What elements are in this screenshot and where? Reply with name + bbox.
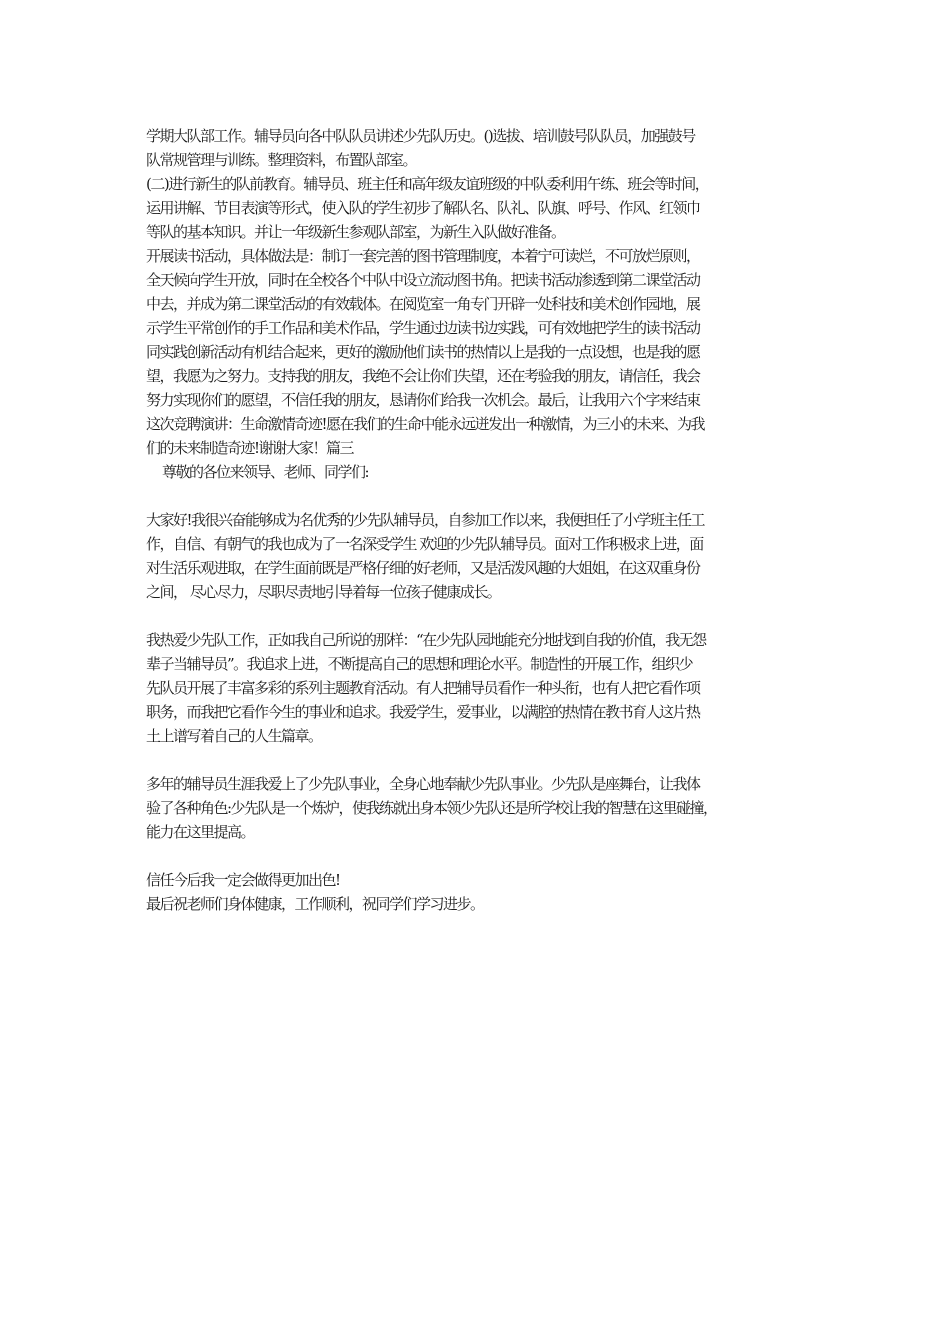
text-line: 大家好!我很兴奋能够成为名优秀的少先队辅导员，自参加工作以来，我便担任了小学班主任工 [146, 511, 705, 529]
text-line: 我热爱少先队工作，正如我自己所说的那样：“在少先队园地能充分地找到自我的价值，我无怨 [146, 631, 706, 649]
text-line: 中去，并成为第二课堂活动的有效载体。在阅览室一角专门开辟一处科技和美术创作园地，展 [146, 295, 700, 313]
paragraph-2 [146, 628, 818, 748]
text-line: 作，自信、有朝气的我也成为了一名深受学生 欢迎的少先队辅导员。面对工作积极求上进，面 [146, 535, 703, 553]
text-line: 最后祝老师们身体健康，工作顺利，祝同学们学习进步。 [146, 895, 484, 913]
text-line: 全天候向学生开放，同时在全校各个中队中设立流动图书角。把读书活动渗透到第二课堂活动 [146, 271, 700, 289]
paragraph-4 [146, 868, 818, 916]
text-line: 运用讲解、节目表演等形式，使入队的学生初步了解队名、队礼、队旗、呼号、作风、红领巾 [146, 199, 700, 217]
text-line: 先队员开展了丰富多彩的系列主题教育活动。有人把辅导员看作一种头衔，也有人把它看作项 [146, 679, 700, 697]
text-line: 之间， 尽心尽力，尽职尽责地引导着每一位孩子健康成长。 [146, 583, 501, 601]
text-line: 等队的基本知识。并让一年级新生参观队部室，为新生入队做好准备。 [146, 223, 565, 241]
text-line: 这次竞聘演讲：生命激情奇迹!愿在我们的生命中能永远迸发出一种激情，为三小的未来、为我 [146, 415, 705, 433]
paragraph-spacer [146, 484, 818, 508]
salutation: 尊敬的各位来领导、老师、同学们: [162, 463, 369, 481]
text-line: 队常规管理与训练。整理资料，布置队部室。 [146, 151, 417, 169]
text-line: 验了各种角色:少先队是一个炼炉，使我练就出身本领少先队还是所学校让我的智慧在这里碰撞， [146, 799, 717, 817]
text-line: 能力在这里提高。 [146, 823, 255, 841]
text-line: 望，我愿为之努力。支持我的朋友，我绝不会让你们失望，还在考验我的朋友，请信任，我会 [146, 367, 700, 385]
paragraph-spacer [146, 748, 818, 772]
text-line: 学期大队部工作。辅导员向各中队队员讲述少先队历史。()选拔、培训鼓号队队员，加强鼓号 [146, 127, 695, 145]
text-line: (二)进行新生的队前教育。辅导员、班主任和高年级友谊班级的中队委利用午练、班会等时间， [146, 175, 709, 193]
text-line: 示学生平常创作的手工作品和美术作品，学生通过边读书边实践，可有效地把学生的读书活动 [146, 319, 700, 337]
paragraph-spacer [146, 604, 818, 628]
text-block-1 [146, 124, 818, 460]
paragraph-spacer [146, 844, 818, 868]
text-line: 同实践创新活动有机结合起来，更好的激励他们读书的热情以上是我的一点设想，也是我的愿 [146, 343, 700, 361]
text-line: 开展读书活动，具体做法是：制订一套完善的图书管理制度，本着宁可读烂，不可放烂原则， [146, 247, 700, 265]
text-line: 信任今后我一定会做得更加出色! [146, 871, 340, 889]
text-line: 职务，而我把它看作今生的事业和追求。我爱学生，爱事业，以满腔的热情在教书育人这片热 [146, 703, 700, 721]
paragraph-1 [146, 508, 818, 604]
text-line: 对生活乐观进取，在学生面前既是严格仔细的好老师，又是活泼风趣的大姐姐，在这双重身份 [146, 559, 700, 577]
text-line: 土上谱写着自己的人生篇章。 [146, 727, 322, 745]
text-line: 努力实现你们的愿望，不信任我的朋友，恳请你们给我一次机会。最后，让我用六个字来结束 [146, 391, 700, 409]
text-line: 们的未来制造奇迹!谢谢大家！篇三 [146, 439, 354, 457]
text-line: 辈子当辅导员”。我追求上进，不断提高自己的思想和理论水平。制造性的开展工作，组织少 [146, 655, 693, 673]
text-line: 多年的辅导员生涯我爱上了少先队事业，全身心地奉献少先队事业。少先队是座舞台，让我体 [146, 775, 700, 793]
paragraph-3 [146, 772, 818, 844]
document-body [146, 124, 818, 916]
